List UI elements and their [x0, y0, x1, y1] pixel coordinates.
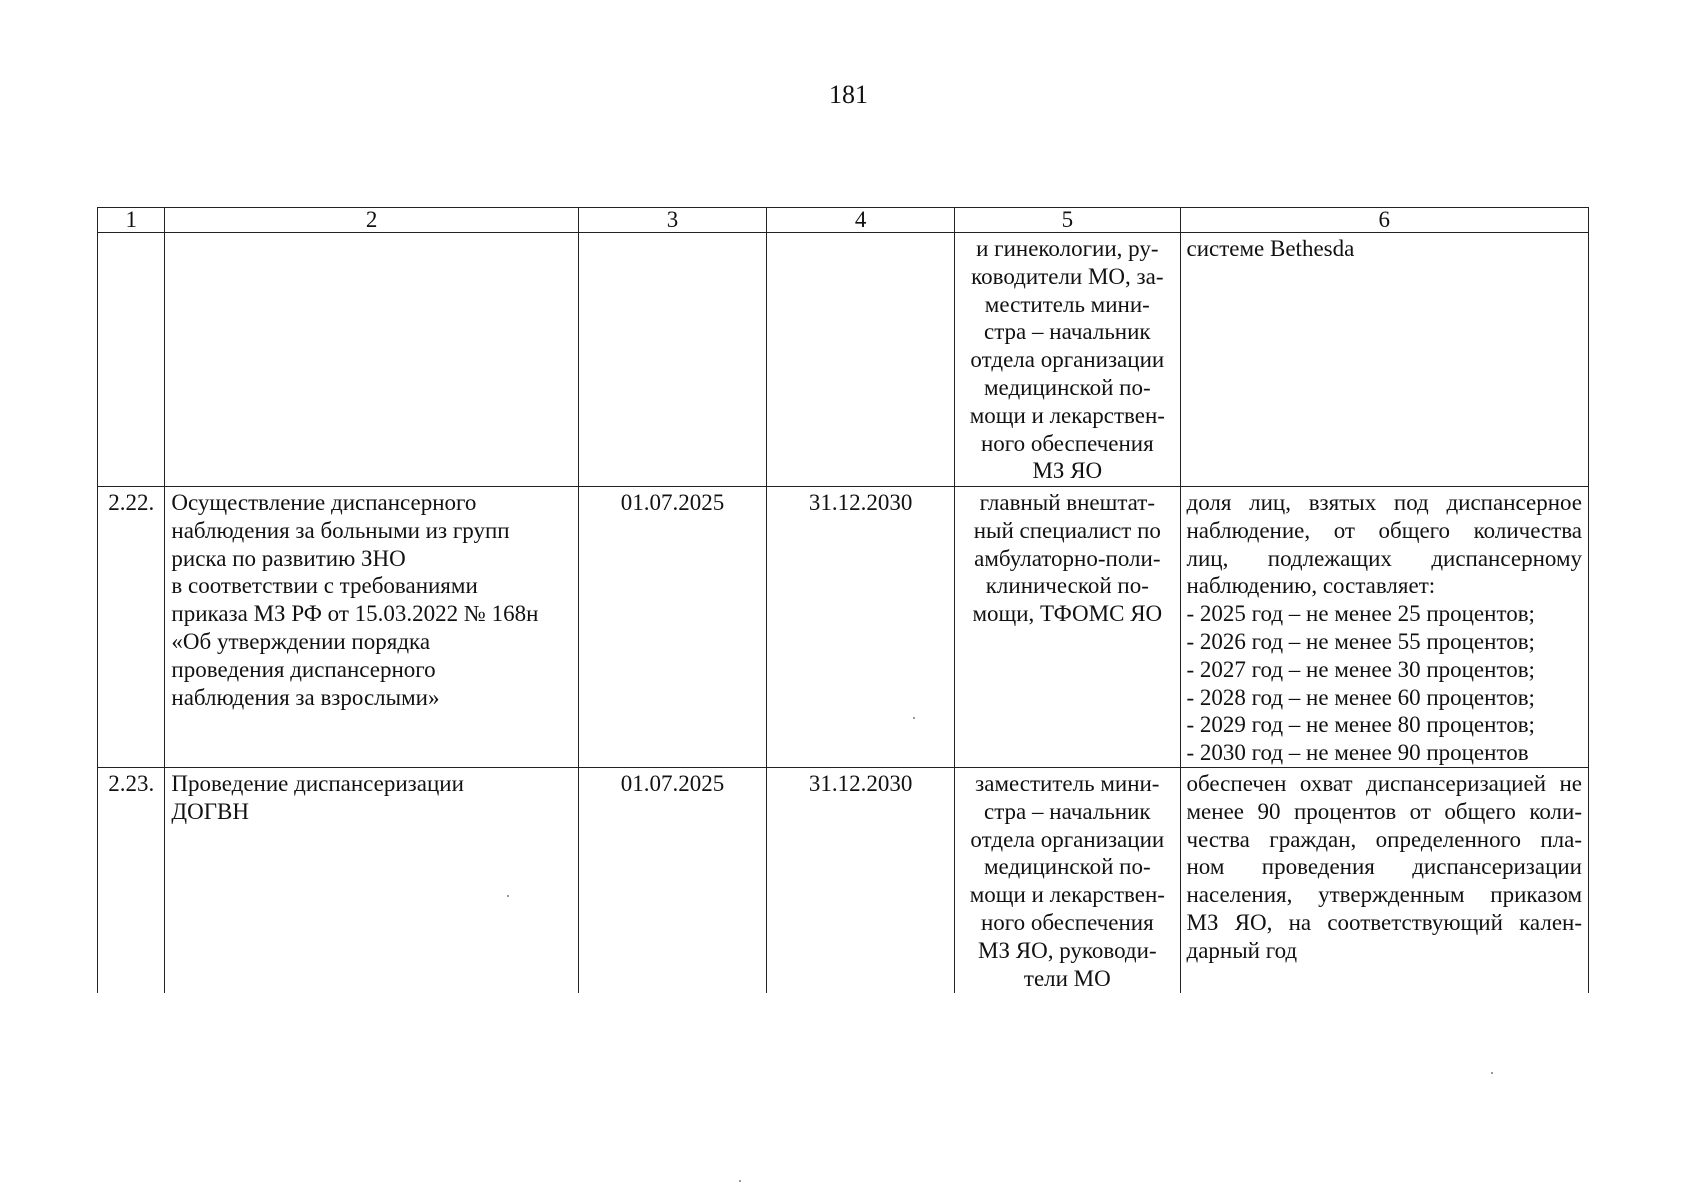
column-number: 5 [955, 208, 1180, 233]
measures-table [97, 207, 1589, 993]
measure-name-cell [165, 233, 578, 487]
text-line: отдела организации [970, 347, 1165, 373]
text-line: системе Bethesda [1186, 236, 1355, 261]
text-line: наблюдению, составляет: [1186, 573, 1436, 599]
text-line: ДОГВН [171, 798, 249, 824]
text-line: и гинекологии, ру- [976, 236, 1159, 261]
column-number: 3 [578, 208, 766, 233]
text-line: проведения диспансерного [171, 656, 436, 682]
result-cell [1180, 233, 1589, 487]
text-line: МЗ ЯО, руководи- [978, 937, 1157, 963]
continuation-row [98, 233, 1589, 487]
text-line: МЗ ЯО, на соответствующий кален- [1186, 909, 1582, 935]
text-line: главный внештат- [979, 490, 1155, 515]
measure-name-cell [165, 487, 578, 768]
text-line: населения, утвержденным приказом [1186, 882, 1582, 908]
text-line: ного обеспечения [980, 909, 1154, 935]
text-line: медицинской по- [984, 854, 1151, 880]
text-line: наблюдение, от общего количества [1186, 517, 1582, 543]
column-number: 1 [98, 208, 165, 233]
text-line: Проведение диспансеризации [171, 770, 464, 796]
text-line: риска по развитию ЗНО [171, 545, 406, 571]
scan-speck [507, 895, 509, 897]
measure-name-cell [165, 767, 578, 993]
text-line: доля лиц, взятых под диспансерное [1186, 490, 1582, 515]
text-line: ного обеспечения [980, 430, 1154, 456]
end-date-cell [767, 233, 955, 487]
text-line: стра – начальник [984, 319, 1151, 345]
text-line: мощи, ТФОМС ЯО [972, 601, 1163, 627]
text-line: стра – начальник [984, 798, 1151, 824]
text-line: мощи и лекарствен- [969, 402, 1165, 428]
table-row [98, 487, 1589, 768]
text-line: меститель мини- [984, 291, 1150, 317]
result-cell [1180, 767, 1589, 993]
text-line: приказа МЗ РФ от 15.03.2022 № 168н [171, 601, 539, 627]
text-line: ководители МО, за- [971, 263, 1164, 289]
column-number-row [98, 208, 1589, 233]
text-line: - 2025 год – не менее 25 процентов; [1186, 601, 1535, 627]
text-line: Осуществление диспансерного [171, 490, 477, 515]
column-number: 2 [165, 208, 578, 233]
text-line: наблюдения за взрослыми» [171, 684, 440, 710]
page-number: 181 [829, 80, 868, 109]
scan-speck [739, 1180, 741, 1182]
text-line: чества граждан, определенного пла- [1186, 826, 1582, 852]
end-date-cell: 31.12.2030 [767, 487, 955, 768]
item-number-cell [98, 233, 165, 487]
column-number: 4 [767, 208, 955, 233]
table-row [98, 767, 1589, 993]
text-line: ном проведения диспансеризации [1186, 854, 1582, 880]
text-line: заместитель мини- [975, 770, 1160, 796]
text-line: отдела организации [970, 826, 1165, 852]
item-number-cell: 2.23. [98, 767, 165, 993]
text-line: «Об утверждении порядка [171, 628, 431, 654]
text-line: амбулаторно-поли- [974, 545, 1161, 571]
text-line: обеспечен охват диспансеризацией не [1186, 770, 1582, 796]
text-line: в соответствии с требованиями [171, 573, 478, 599]
responsible-cell [955, 487, 1180, 768]
scan-speck [1491, 1072, 1493, 1074]
text-line: - 2028 год – не менее 60 процентов; [1186, 684, 1535, 710]
scan-speck [913, 717, 915, 719]
text-line: - 2027 год – не менее 30 процентов; [1186, 656, 1535, 682]
text-line: - 2026 год – не менее 55 процентов; [1186, 628, 1535, 654]
text-line: лиц, подлежащих диспансерному [1186, 545, 1582, 571]
start-date-cell [578, 233, 766, 487]
text-line: - 2030 год – не менее 90 процентов [1186, 740, 1529, 766]
start-date-cell: 01.07.2025 [578, 767, 766, 993]
text-line: - 2029 год – не менее 80 процентов; [1186, 712, 1535, 738]
text-line: мощи и лекарствен- [969, 882, 1165, 908]
result-cell [1180, 487, 1589, 768]
text-line: медицинской по- [984, 374, 1151, 400]
item-number-cell: 2.22. [98, 487, 165, 768]
text-line: ный специалист по [973, 517, 1161, 543]
responsible-cell [955, 233, 1180, 487]
end-date-cell: 31.12.2030 [767, 767, 955, 993]
text-line: менее 90 процентов от общего коли- [1186, 798, 1582, 824]
start-date-cell: 01.07.2025 [578, 487, 766, 768]
text-line: клинической по- [985, 573, 1149, 599]
text-line: дарный год [1186, 937, 1298, 963]
responsible-cell [955, 767, 1180, 993]
text-line: МЗ ЯО [1032, 458, 1103, 484]
column-number: 6 [1180, 208, 1589, 233]
text-line: тели МО [1023, 965, 1111, 991]
text-line: наблюдения за больными из групп [171, 517, 510, 543]
